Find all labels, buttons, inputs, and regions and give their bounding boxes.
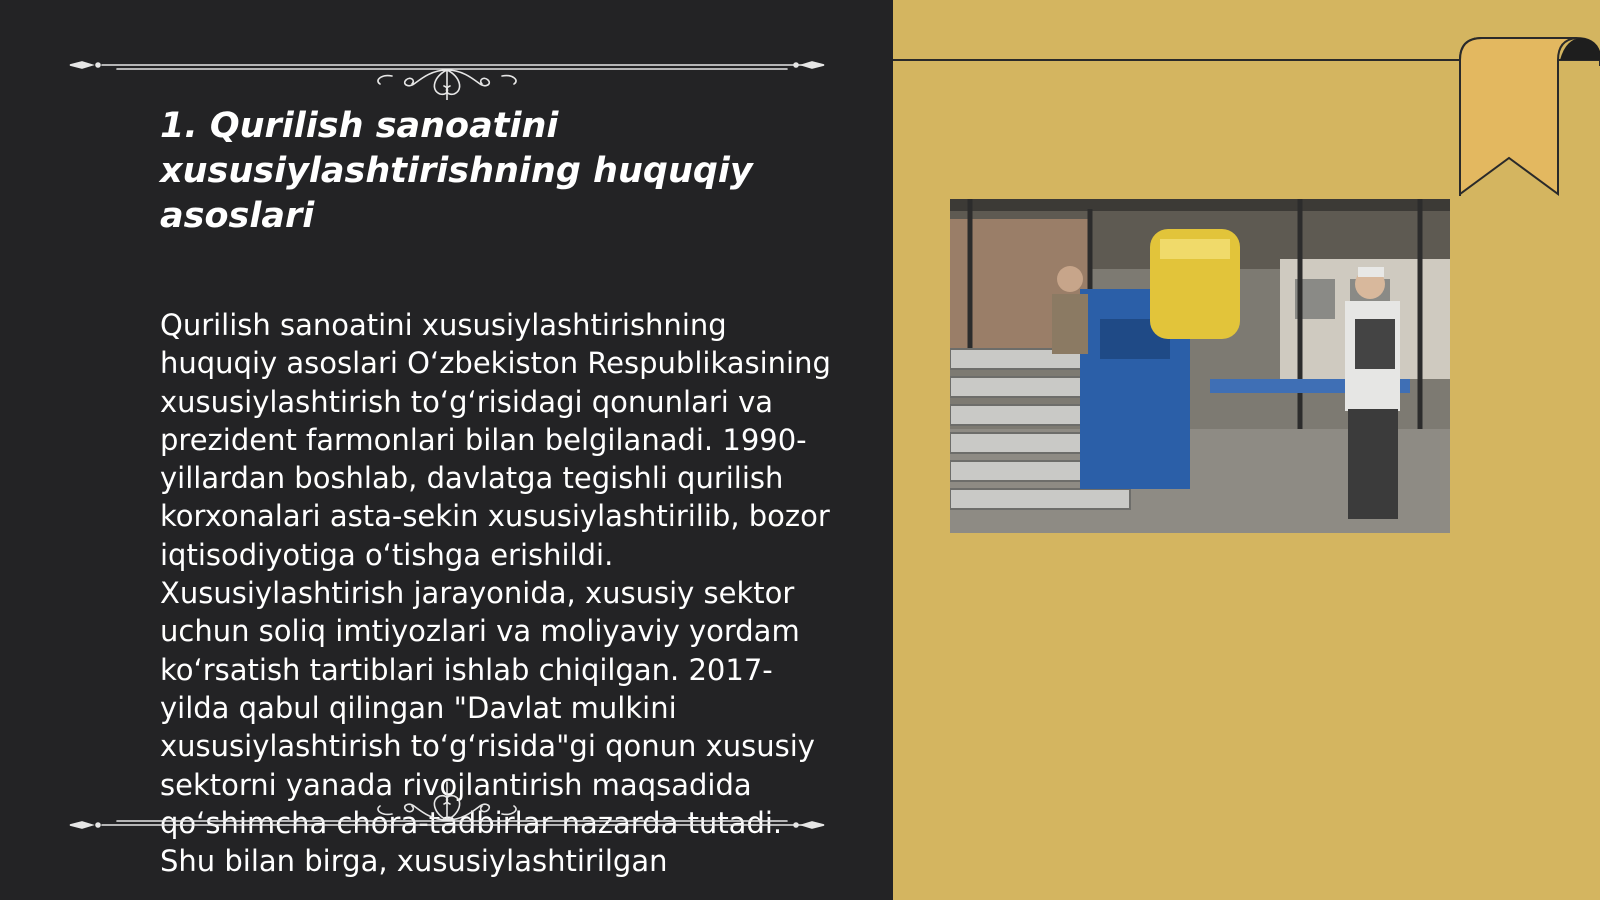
factory-workers-photo bbox=[950, 199, 1450, 533]
top-ornament-icon bbox=[62, 40, 832, 100]
slide-title: 1. Qurilish sanoatini xususiylashtirishning huquqiy asoslari bbox=[160, 106, 753, 236]
slide-body-text: Qurilish sanoatini xususiylashtirishning huquqiy asoslari O‘zbekiston Respublikasining xususiylashtirish to‘g‘risidagi qonunlari va prezident farmonlari bilan belgilanadi. 1990-yillardan boshlab, davlatga tegishli qurilish korxonalari asta-sekin xususiylashtirilib, bozor iqtisodiyotiga o‘tishga erishildi. Xususiylashtirish jarayonida, xususiy sektor uchun soliq imtiyozlari va moliyaviy yordam ko‘rsatish tartiblari ishlab chiqilgan. 2017-yilda qabul qilingan "Davlat mulkini xususiylashtirish to‘g‘risida"gi qonun xususiy sektorni yanada rivojlantirish maqsadida qo‘shimcha chora-tadbirlar nazarda tutadi. Shu bilan birga, xususiylashtirilgan bbox=[160, 308, 831, 879]
photo-illustration bbox=[950, 199, 1450, 533]
bottom-ornament-icon bbox=[62, 780, 832, 840]
right-panel bbox=[893, 0, 1600, 900]
bookmark-ribbon-icon bbox=[1436, 36, 1600, 196]
